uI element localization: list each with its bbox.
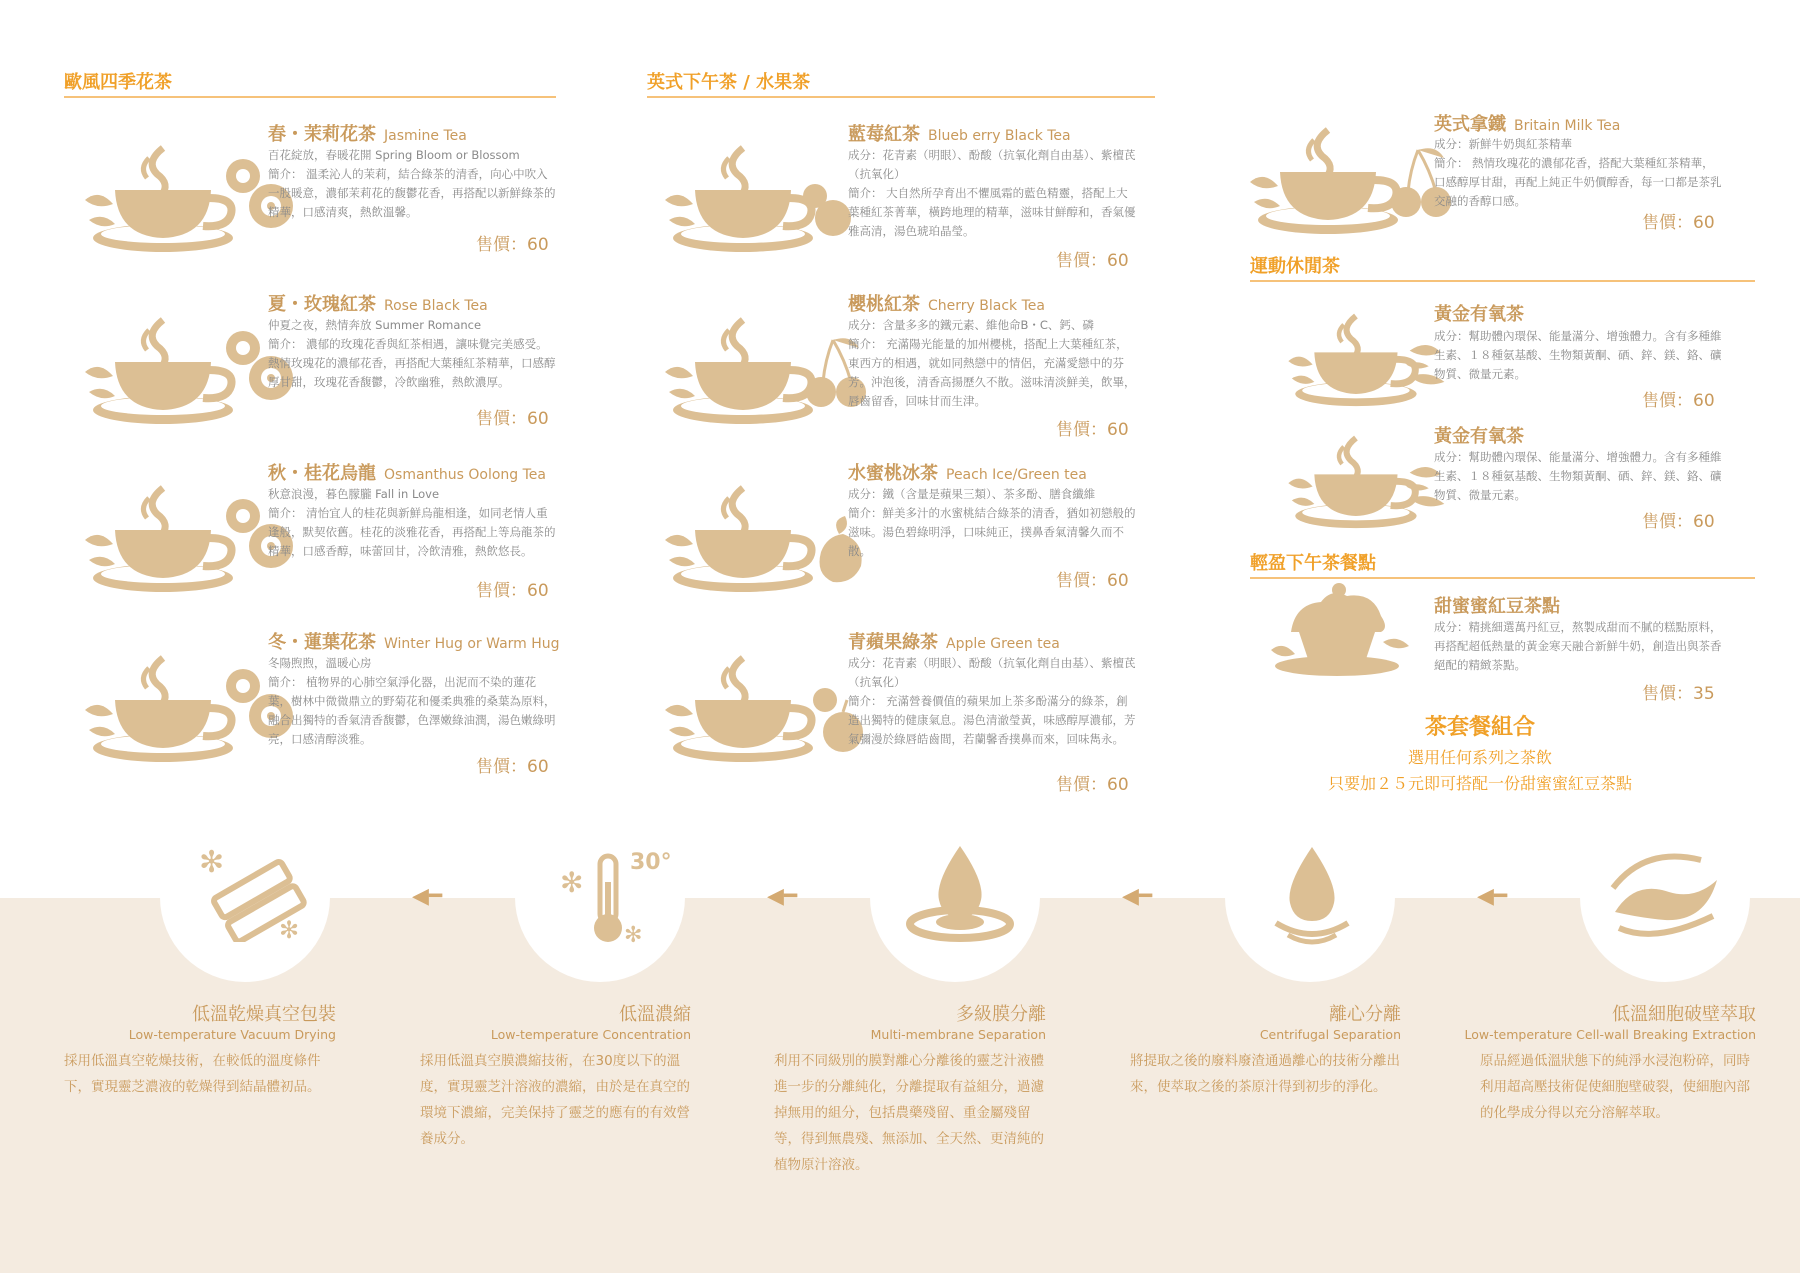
centrifuge-drop-icon <box>1262 845 1362 950</box>
cup-blueberry-icon <box>655 118 855 268</box>
item-title: 黃金有氧茶 <box>1434 304 1524 325</box>
item-price: 售價：60 <box>1056 420 1129 440</box>
section-european: 歐風四季花茶 <box>64 68 556 98</box>
item-desc: 成分：新鮮牛奶與紅茶精華 簡介： 熱情玫瑰花的濃郁花香，搭配大葉種紅茶精華，口感醇厚甘甜，再配上純正牛奶價醇香，每一口都是茶乳交融的香醇口感。 <box>1434 137 1722 208</box>
svg-text:✻: ✻ <box>624 923 643 948</box>
membrane-drop-icon <box>905 842 1015 952</box>
item-price: 售價：60 <box>1056 251 1129 271</box>
item-title: 秋・桂花烏龍 Osmanthus Oolong Tea <box>268 463 546 484</box>
item-desc: 仲夏之夜，熱情奔放 Summer Romance 簡介： 濃郁的玫瑰花香與紅茶相遇，讓味覺完美感受。熱情玫瑰花的濃郁花香，再搭配大葉種紅茶精華，口感醇厚甘甜，玫瑰花香馥鬱，冷飲幽雅，熱飲濃厚。 <box>268 318 556 389</box>
combo-line: 只要加２５元即可搭配一份甜蜜蜜紅豆茶點 <box>1327 774 1632 793</box>
vacuum-pack-icon <box>195 842 315 942</box>
cup-lotus-icon <box>75 628 275 778</box>
cup-apple-icon <box>655 628 855 778</box>
section-snack: 輕盈下午茶餐點 <box>1250 549 1755 579</box>
step-en: Low-temperature Vacuum Drying <box>128 1027 336 1042</box>
step-desc: 採用低溫真空膜濃縮技術，在30度以下的溫度，實現靈芝汁溶液的濃縮，由於是在真空的環境下濃縮，完美保持了靈芝的應有的有效營養成分。 <box>420 1053 690 1147</box>
item-desc: 百花綻放，春暖花開 Spring Bloom or Blossom 簡介： 溫柔沁人的茉莉，結合綠茶的清香，向心中吹入一股暖意，濃郁茉莉花的馥鬱花香，再搭配以新鮮綠茶的精華，口感清爽，熱飲溫馨。 <box>268 148 556 219</box>
item-title: 英式拿鐵 Britain Milk Tea <box>1434 114 1621 135</box>
item-title: 夏・玫瑰紅茶 Rose Black Tea <box>268 294 488 315</box>
arrow-left-icon: ◀━ <box>767 884 798 909</box>
combo-block <box>1270 710 1690 797</box>
svg-text:✻: ✻ <box>199 845 225 880</box>
step-en: Low-temperature Cell-wall Breaking Extraction <box>1464 1027 1756 1042</box>
step-title: 多級膜分離 <box>956 1004 1046 1025</box>
step-title: 低溫乾燥真空包裝 <box>192 1004 336 1025</box>
item-desc: 成分：花青素（明眼）、酚酸（抗氧化劑自由基）、紫檀芪（抗氧化） 簡介： 充滿營養價值的蘋果加上茶多酚滿分的綠茶，創造出獨特的健康氣息。湯色清澈瑩黃，味感醇厚濃郁，芳氣彌漫於綠唇皓齒間，若蘭馨香撲鼻而來，回味雋永。 <box>848 656 1136 746</box>
item-title: 藍莓紅茶 Blueb erry Black Tea <box>848 124 1071 145</box>
cup-cherry-icon <box>1240 100 1440 250</box>
svg-text:✻: ✻ <box>279 916 300 942</box>
step-desc: 原品經過低溫狀態下的純淨水浸泡粉碎，同時利用超高壓技術促使細胞壁破裂，使細胞內部的化學成分得以充分溶解萃取。 <box>1480 1053 1750 1121</box>
step-en: Centrifugal Separation <box>1259 1027 1401 1042</box>
item-title: 甜蜜蜜紅豆茶點 <box>1434 596 1560 617</box>
step-desc: 利用不同級別的膜對離心分離後的靈芝汁液體進一步的分離純化，分離提取有益組分，過濾掉無用的組分，包括農藥殘留、重金屬殘留等，得到無農殘、無添加、全天然、更清純的植物原汁溶液。 <box>774 1053 1044 1173</box>
step-desc: 採用低溫真空乾燥技術，在較低的溫度條件下，實現靈芝濃液的乾燥得到結晶體初品。 <box>64 1053 321 1095</box>
item-price: 售價：60 <box>476 757 549 777</box>
item-price: 售價：60 <box>476 581 549 601</box>
item-price: 售價：35 <box>1642 684 1715 704</box>
item-desc: 秋意浪漫，暮色朦朧 Fall in Love 簡介： 清怡宜人的桂花與新鮮烏龍相逢，如同老情人重逢般，默契依舊。桂花的淡雅花香，再搭配上等烏龍茶的精華，口感香醇，味蕾回甘，冷飲清雅，熱飲悠長。 <box>268 487 556 558</box>
item-price: 售價：60 <box>1642 213 1715 233</box>
item-desc: 成分：幫助體內環保、能量滿分、增強體力。含有多種維生素、１８種氨基酸、生物類黃酮、硒、鋅、鎂、鉻、礦物質、微量元素。 <box>1434 329 1722 381</box>
item-title: 春・茉莉花茶 Jasmine Tea <box>268 124 467 145</box>
item-desc: 冬陽煦煦，溫暖心房 簡介： 植物界的心肺空氣淨化器，出泥而不染的蓮花葉，樹林中微微鼎立的野菊花和優柔典雅的桑葉為原料，融合出獨特的香氣清香馥鬱，色澤嫩綠油潤，湯色嫩綠明亮，口感清醇淡雅。 <box>268 656 556 746</box>
cup-osmanthus-icon <box>75 458 275 608</box>
item-title: 冬・蓮葉花茶 Winter Hug or Warm Hug <box>268 632 560 653</box>
item-title: 水蜜桃冰茶 Peach Ice/Green tea <box>848 463 1087 484</box>
item-desc: 成分：精挑細選萬丹紅豆，熬製成甜而不膩的糕點原料，再搭配超低熱量的黃金寒天融合新鮮牛奶，創造出與茶香絕配的精緻茶點。 <box>1434 620 1722 672</box>
step-title: 低溫濃縮 <box>619 1004 691 1025</box>
combo-line: 選用任何系列之茶飲 <box>1407 748 1552 767</box>
item-price: 售價：60 <box>1642 512 1715 532</box>
svg-text:✻: ✻ <box>560 866 584 899</box>
item-price: 售價：60 <box>1056 571 1129 591</box>
wave-icon <box>1605 840 1725 950</box>
item-title: 櫻桃紅茶 Cherry Black Tea <box>848 294 1045 315</box>
section-sport: 運動休閒茶 <box>1250 252 1755 282</box>
item-desc: 成分：含量多多的鐵元素、維他命B・C、鈣、磷 簡介： 充滿陽光能量的加州櫻桃，搭配上大葉種紅茶，東西方的相遇，就如同熱戀中的情侶，充滿愛戀中的芬芳。沖泡後，清香高揚歷久不散。滋味清淡鮮美，飲畢，唇齒留香，回味甘而生津。 <box>848 318 1136 408</box>
arrow-left-icon: ◀━ <box>412 884 443 909</box>
item-desc: 成分：鐵（含量是蘋果三類）、茶多酚、膳食纖維 簡介：鮮美多汁的水蜜桃結合綠茶的清香，猶如初戀般的滋味。湯色碧綠明淨，口味純正，撲鼻香氣清馨久而不散。 <box>848 487 1136 558</box>
item-price: 售價：60 <box>476 235 549 255</box>
cup-rose-icon <box>75 290 275 440</box>
cup-cherry-icon <box>655 290 855 440</box>
item-title: 黃金有氧茶 <box>1434 426 1524 447</box>
section-english: 英式下午茶 / 水果茶 <box>647 68 1155 98</box>
item-price: 售價：60 <box>1642 391 1715 411</box>
item-title: 青蘋果綠茶 Apple Green tea <box>848 632 1060 653</box>
step-title: 低溫細胞破壁萃取 <box>1612 1004 1756 1025</box>
item-desc: 成分：花青素（明眼）、酚酸（抗氧化劑自由基）、紫檀芪（抗氧化） 簡介： 大自然所孕育出不懼風霜的藍色精靈，搭配上大葉種紅茶菁華，橫跨地理的精華，滋味甘鮮醇和，香氣優雅高清，湯色琥珀晶瑩。 <box>848 148 1136 238</box>
step-title: 離心分離 <box>1329 1004 1401 1025</box>
arrow-left-icon: ◀━ <box>1122 884 1153 909</box>
step-en: Low-temperature Concentration <box>490 1027 691 1042</box>
temperature-label: 30° <box>630 850 672 875</box>
cup-peach-icon <box>655 458 855 608</box>
cup-flowers-icon <box>75 118 275 268</box>
step-en: Multi-membrane Separation <box>870 1027 1046 1042</box>
item-price: 售價：60 <box>476 409 549 429</box>
step-desc: 將提取之後的廢料廢渣通過離心的技術分離出來，使萃取之後的茶原汁得到初步的淨化。 <box>1130 1053 1400 1095</box>
arrow-left-icon: ◀━ <box>1477 884 1508 909</box>
item-price: 售價：60 <box>1056 775 1129 795</box>
combo-title: 茶套餐組合 <box>1424 715 1535 740</box>
item-desc: 成分：幫助體內環保、能量滿分、增強體力。含有多種維生素、１８種氨基酸、生物類黃酮、硒、鋅、鎂、鉻、礦物質、微量元素。 <box>1434 450 1722 502</box>
